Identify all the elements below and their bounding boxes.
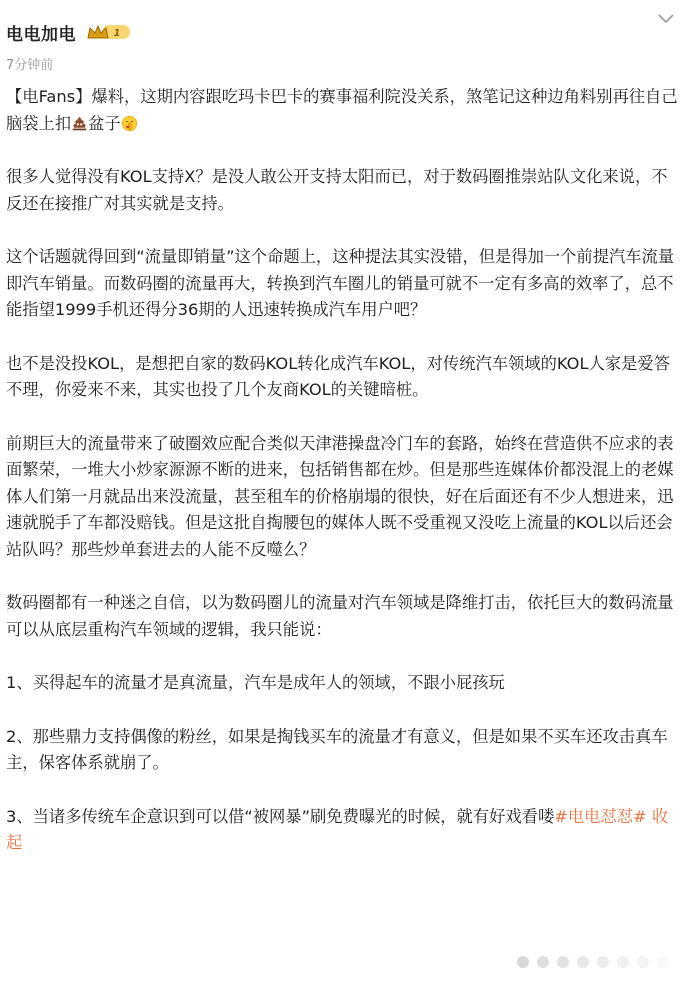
paragraph-9: [6, 804, 682, 857]
post-body: [6, 84, 682, 857]
shushing-face-emoji-icon: [121, 115, 138, 132]
post-header: [0, 0, 687, 80]
paragraph-2: 很多人觉得没有KOL支持X？是没人敢公开支持太阳而已，对于数码圈推崇站队文化来说，不反还在接推广对其实就是支持。: [6, 167, 668, 213]
hashtag-link[interactable]: #电电怼怼#: [554, 806, 647, 826]
author-name[interactable]: 电电加电: [6, 25, 76, 45]
paragraph-9-text: 3、当诸多传统车企意识到可以借“被网暴”刷免费曝光的时候，就有好戏看喽: [6, 806, 555, 826]
paragraph-1: [6, 84, 682, 137]
level-badge-icon: [86, 23, 132, 41]
paragraph-6: 数码圈都有一种迷之自信，以为数码圈儿的流量对汽车领域是降维打击，依托巨大的数码流量可以从底层重构汽车领域的逻辑，我只能说：: [6, 593, 674, 639]
loading-dots-decoration: [513, 952, 679, 972]
paragraph-8: 2、那些鼎力支持偶像的粉丝，如果是掏钱买车的流量才有意义，但是如果不买车还攻击真车主，保客体系就崩了。: [6, 726, 668, 772]
paragraph-1-text: 【电Fans】爆料，这期内容跟吃玛卡巴卡的赛事福利院没关系，煞笔记这种边角料别再往自己脑袋上扣: [6, 87, 678, 133]
poop-emoji-icon: [71, 115, 88, 132]
paragraph-5: 前期巨大的流量带来了破圈效应配合类似天津港操盘冷门车的套路，始终在营造供不应求的表面繁荣，一堆大小炒家源源不断的进来，包括销售都在炒。但是那些连媒体价都没混上的老媒体人们第一月就品出来没流量，甚至租车的价格崩塌的很快，好在后面还有不少人想进来，迅速就脱手了车都没赔钱。但是这批自掏腰包的媒体人既不受重视又没吃上流量的KOL以后还会站队吗？那些炒单套进去的人能不反噬么？: [6, 433, 674, 559]
collapse-link[interactable]: 收起: [6, 806, 669, 852]
level-badge-number: 1: [113, 28, 121, 39]
chevron-down-icon[interactable]: [657, 12, 675, 26]
paragraph-4: 也不是没投KOL，是想把自家的数码KOL转化成汽车KOL，对传统汽车领域的KOL人家是爱答不理，你爱来不来，其实也投了几个友商KOL的关键暗桩。: [6, 353, 670, 399]
paragraph-7: 1、买得起车的流量才是真流量，汽车是成年人的领域，不跟小屁孩玩: [6, 673, 505, 692]
paragraph-3: 这个话题就得回到“流量即销量”这个命题上，这种提法其实没错，但是得加一个前提汽车流量即汽车销量。而数码圈的流量再大，转换到汽车圈儿的销量可就不一定有多高的效率了，总不能指望1999手机还得分36期的人迅速转换成汽车用户吧？: [6, 247, 675, 319]
paragraph-1-text-end: 盆子: [88, 113, 121, 133]
post-time: 7分钟前: [6, 58, 54, 73]
